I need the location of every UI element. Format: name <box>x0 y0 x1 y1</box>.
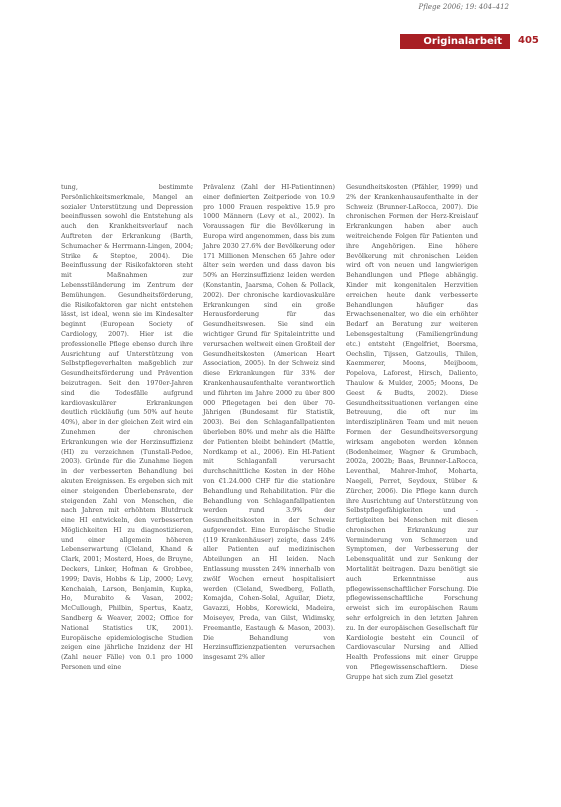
column-3-text: Gesundheitskosten (Pfähler, 1999) und 2% der Krankenhausaufenthalte in der Schweiz (Brunner-LaRocca, 2007). Die chronischen Formen der Herz-Kreislauf Erkrankungen haben aber auch weitreichende Folgen für Patienten und ihre Angehörigen. Eine höhere Bevölkerung mit chronischen Leiden wird oft von neuen und langwierigen Behandlungen und Pflege abhängig. Kinder mit kongenitalen Herzvitien erreichen heute dank verbesserte Behandlungen häufiger das Erwachsenenalter, wo die ein erhöhter Bedarf an Beratung zur weiteren Lebensgestaltung (Familiengründung etc.) entsteht (Engelfriet, Boersma, Oechslin, Tijssen, Gatzoulis, Thilen, Kaemmerer, Moons, Meijboom, Popelova, Laforest, Hirsch, Daliento, Thaulow & Mulder, 2005; Moons, De Geest & Budts, 2002). Diese Gesundheitssituationen verlangen eine Betreuung, die oft nur im interdisziplinären Team und mit neuen Formen der Gesundheitsversorgung wirksam angeboten werden können (Bodenheimer, Wagner & Grumbach, 2002a, 2002b; Baas, Brunner-LaRocca, Leventhal, Mahrer-Imhof, Moharta, Naegeli, Perret, Seydoux, Stüber & Zürcher, 2006). Die Pflege kann durch ihre Ausrichtung auf Unterstützung von Selbstpflegefähigkeiten und -fertigkeiten bei Menschen mit diesen chronischen Erkrankung zur Verminderung von Schmerzen und Symptomen, der Verbesserung der Lebensqualität und zur Senkung der Mortalität beitragen. Dazu benötigt sie auch Erkenntnisse aus pflegewissenschaftlicher Forschung. Die pflegewissenschaftliche Forschung erweist sich im europäischen Raum sehr erfolgreich in den letzten Jahren zu. In der europäischen Gesellschaft für Kardiologie besteht ein Council of Cardiovascular Nursing and Allied Health Professions mit einer Gruppe von Pflegewissenschaftlern. Diese Gruppe hat sich zum Ziel gesetzt <box>346 183 478 681</box>
text-column-2 <box>203 183 335 663</box>
text-column-1 <box>61 183 193 673</box>
journal-reference: Pflege 2006; 19: 404–412 <box>418 3 509 11</box>
section-label: Originalarbeit <box>423 36 502 47</box>
page-number: 405 <box>518 35 539 46</box>
section-label-band <box>400 34 510 49</box>
column-1-text: tung, bestimmte Persönlichkeitsmerkmale, Mangel an sozialer Unterstützung und Depression beeinflussen sowohl die Entstehung als auch den Krankheitsverlauf nach Auftreten der Erkrankung (Barth, Schumacher & Herrmann-Lingen, 2004; Strike & Steptoe, 2004). Die Beeinflussung der Risikofaktoren steht mit Maßnahmen zur Lebensstiländerung im Zentrum der Bemühungen. Gesundheitsförderung, die Risikofaktoren gar nicht entstehen lässt, ist ideal, wenn sie im Kindesalter beginnt (European Society of Cardiology, 2007). Hier ist die professionelle Pflege ebenso durch ihre Ausrichtung auf Unterstützung von Selbstpflegeverhalten maßgeblich zur Gesundheitsförderung und Prävention beizutragen. Seit den 1970er-Jahren sind die Todesfälle aufgrund kardiovaskulärer Erkrankungen deutlich rückläufig (um 50% auf heute 40%), aber in der gleichen Zeit wird ein Zunehmen der chronischen Erkrankungen wie der Herzinsuffizienz (HI) zu verzeichnen (Tunstall-Pedoe, 2003). Gründe für die Zunahme liegen in der verbesserten Behandlung bei akuten Ereignissen. Es ergeben sich mit einer steigenden Überlebensrate, der steigenden Zahl von Menschen, die nach Jahren mit erhöhtem Blutdruck eine HI entwickeln, den verbesserten Möglichkeiten HI zu diagnostizieren, und einer allgemein höheren Lebenserwartung (Cleland, Khand & Clark, 2001; Mosterd, Hoes, de Bruyne, Deckers, Linker, Hofman & Grobbee, 1999; Davis, Hobbs & Lip, 2000; Levy, Kenchaiah, Larson, Benjamin, Kupka, Ho, Murabito & Vasan, 2002; McCullough, Philbin, Spertus, Kaatz, Sandberg & Weaver, 2002; Office for National Statistics UK, 2001). Europäische epidemiologische Studien zeigen eine jährliche Inzidenz der HI (Zahl neuer Fälle) von 0.1 pro 1000 Personen und eine <box>61 183 193 672</box>
text-column-3 <box>346 183 478 683</box>
column-2-text: Prävalenz (Zahl der HI-Patientinnen) einer definierten Zeitperiode von 10.9 pro 1000 Frauen respektive 15.9 pro 1000 Männern (Levy et al., 2002). In Voraussagen für die Bevölkerung in Europa wird angenommen, dass bis zum Jahre 2030 27.6% der Bevölkerung oder 171 Millionen Menschen 65 Jahre oder älter sein werden und dass davon bis 50% an Herzinsuffizienz leiden werden (Konstantin, Jaarsma, Cohen & Pollack, 2002). Der chronische kardiovaskuläre Erkrankungen sind ein große Herausforderung für das Gesundheitswesen. Sie sind ein wichtiger Grund für Spitaleintritte und verursachen weltweit einen Großteil der Gesundheitskosten (American Heart Association, 2005). In der Schweiz sind diese Erkrankungen für 33% der Krankenhausaufenthalte verantwortlich und führten im Jahre 2000 zu über 800 000 Pflegetagen bei den über 70-Jährigen (Bundesamt für Statistik, 2003). Bei den Schlaganfallpatienten überleben 80% und mehr als die Hälfte der Patienten bleibt behindert (Mattle, Nordkamp et al., 2006). Ein HI-Patient mit Schlaganfall verursacht durchschnittliche Kosten in der Höhe von €1.24.000 CHF für die stationäre Behandlung und Rehabilitation. Für die Behandlung von Schlaganfallpatienten werden rund 3.9% der Gesundheitskosten in der Schweiz aufgewendet. Eine Europäische Studie (119 Krankenhäuser) zeigte, dass 24% aller Patienten auf medizinischen Abteilungen an HI leiden. Nach Entlassung mussten 24% innerhalb von zwölf Wochen erneut hospitalisiert werden (Cleland, Swedberg, Follath, Komajda, Cohen-Solal, Aguilar, Dietz, Gavazzi, Hobbs, Korewicki, Madeira, Moiseyev, Preda, van Gilst, Widimsky, Freemantle, Eastaugh & Mason, 2003). Die Behandlung von Herzinsuffizienzpatienten verursachen insgesamt 2% aller <box>203 183 335 662</box>
